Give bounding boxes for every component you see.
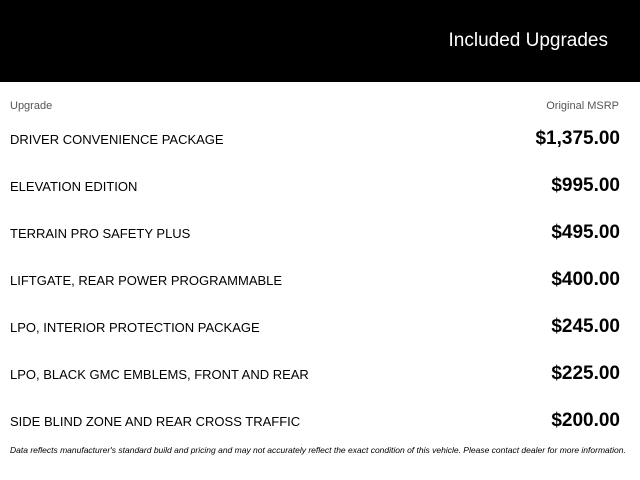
upgrade-name: LPO, INTERIOR PROTECTION PACKAGE xyxy=(10,320,260,335)
list-item xyxy=(0,163,640,210)
list-item xyxy=(0,210,640,257)
list-item xyxy=(0,351,640,398)
upgrade-name: TERRAIN PRO SAFETY PLUS xyxy=(10,226,191,241)
column-header-msrp: Original MSRP xyxy=(546,100,619,112)
disclaimer-text: Data reflects manufacturer's standard build and pricing and may not accurately reflect the exact condition of this vehicle. Please contact dealer for more information. xyxy=(10,445,626,455)
upgrade-price: $245.00 xyxy=(551,316,620,337)
list-item xyxy=(0,257,640,304)
page-title: Included Upgrades xyxy=(448,30,608,51)
list-item xyxy=(0,116,640,163)
upgrade-name: LIFTGATE, REAR POWER PROGRAMMABLE xyxy=(10,273,283,288)
list-item xyxy=(0,398,640,445)
upgrade-price: $200.00 xyxy=(551,410,620,431)
column-header-upgrade: Upgrade xyxy=(10,100,53,112)
upgrade-name: DRIVER CONVENIENCE PACKAGE xyxy=(10,132,224,147)
header-bar xyxy=(0,0,640,82)
upgrade-price: $1,375.00 xyxy=(535,128,620,149)
upgrade-name: ELEVATION EDITION xyxy=(10,179,138,194)
upgrades-list xyxy=(0,116,640,445)
upgrade-name: LPO, BLACK GMC EMBLEMS, FRONT AND REAR xyxy=(10,367,309,382)
upgrade-price: $225.00 xyxy=(551,363,620,384)
upgrade-price: $995.00 xyxy=(551,175,620,196)
upgrade-name: SIDE BLIND ZONE AND REAR CROSS TRAFFIC xyxy=(10,414,301,429)
list-item xyxy=(0,304,640,351)
upgrade-price: $495.00 xyxy=(551,222,620,243)
upgrade-price: $400.00 xyxy=(551,269,620,290)
